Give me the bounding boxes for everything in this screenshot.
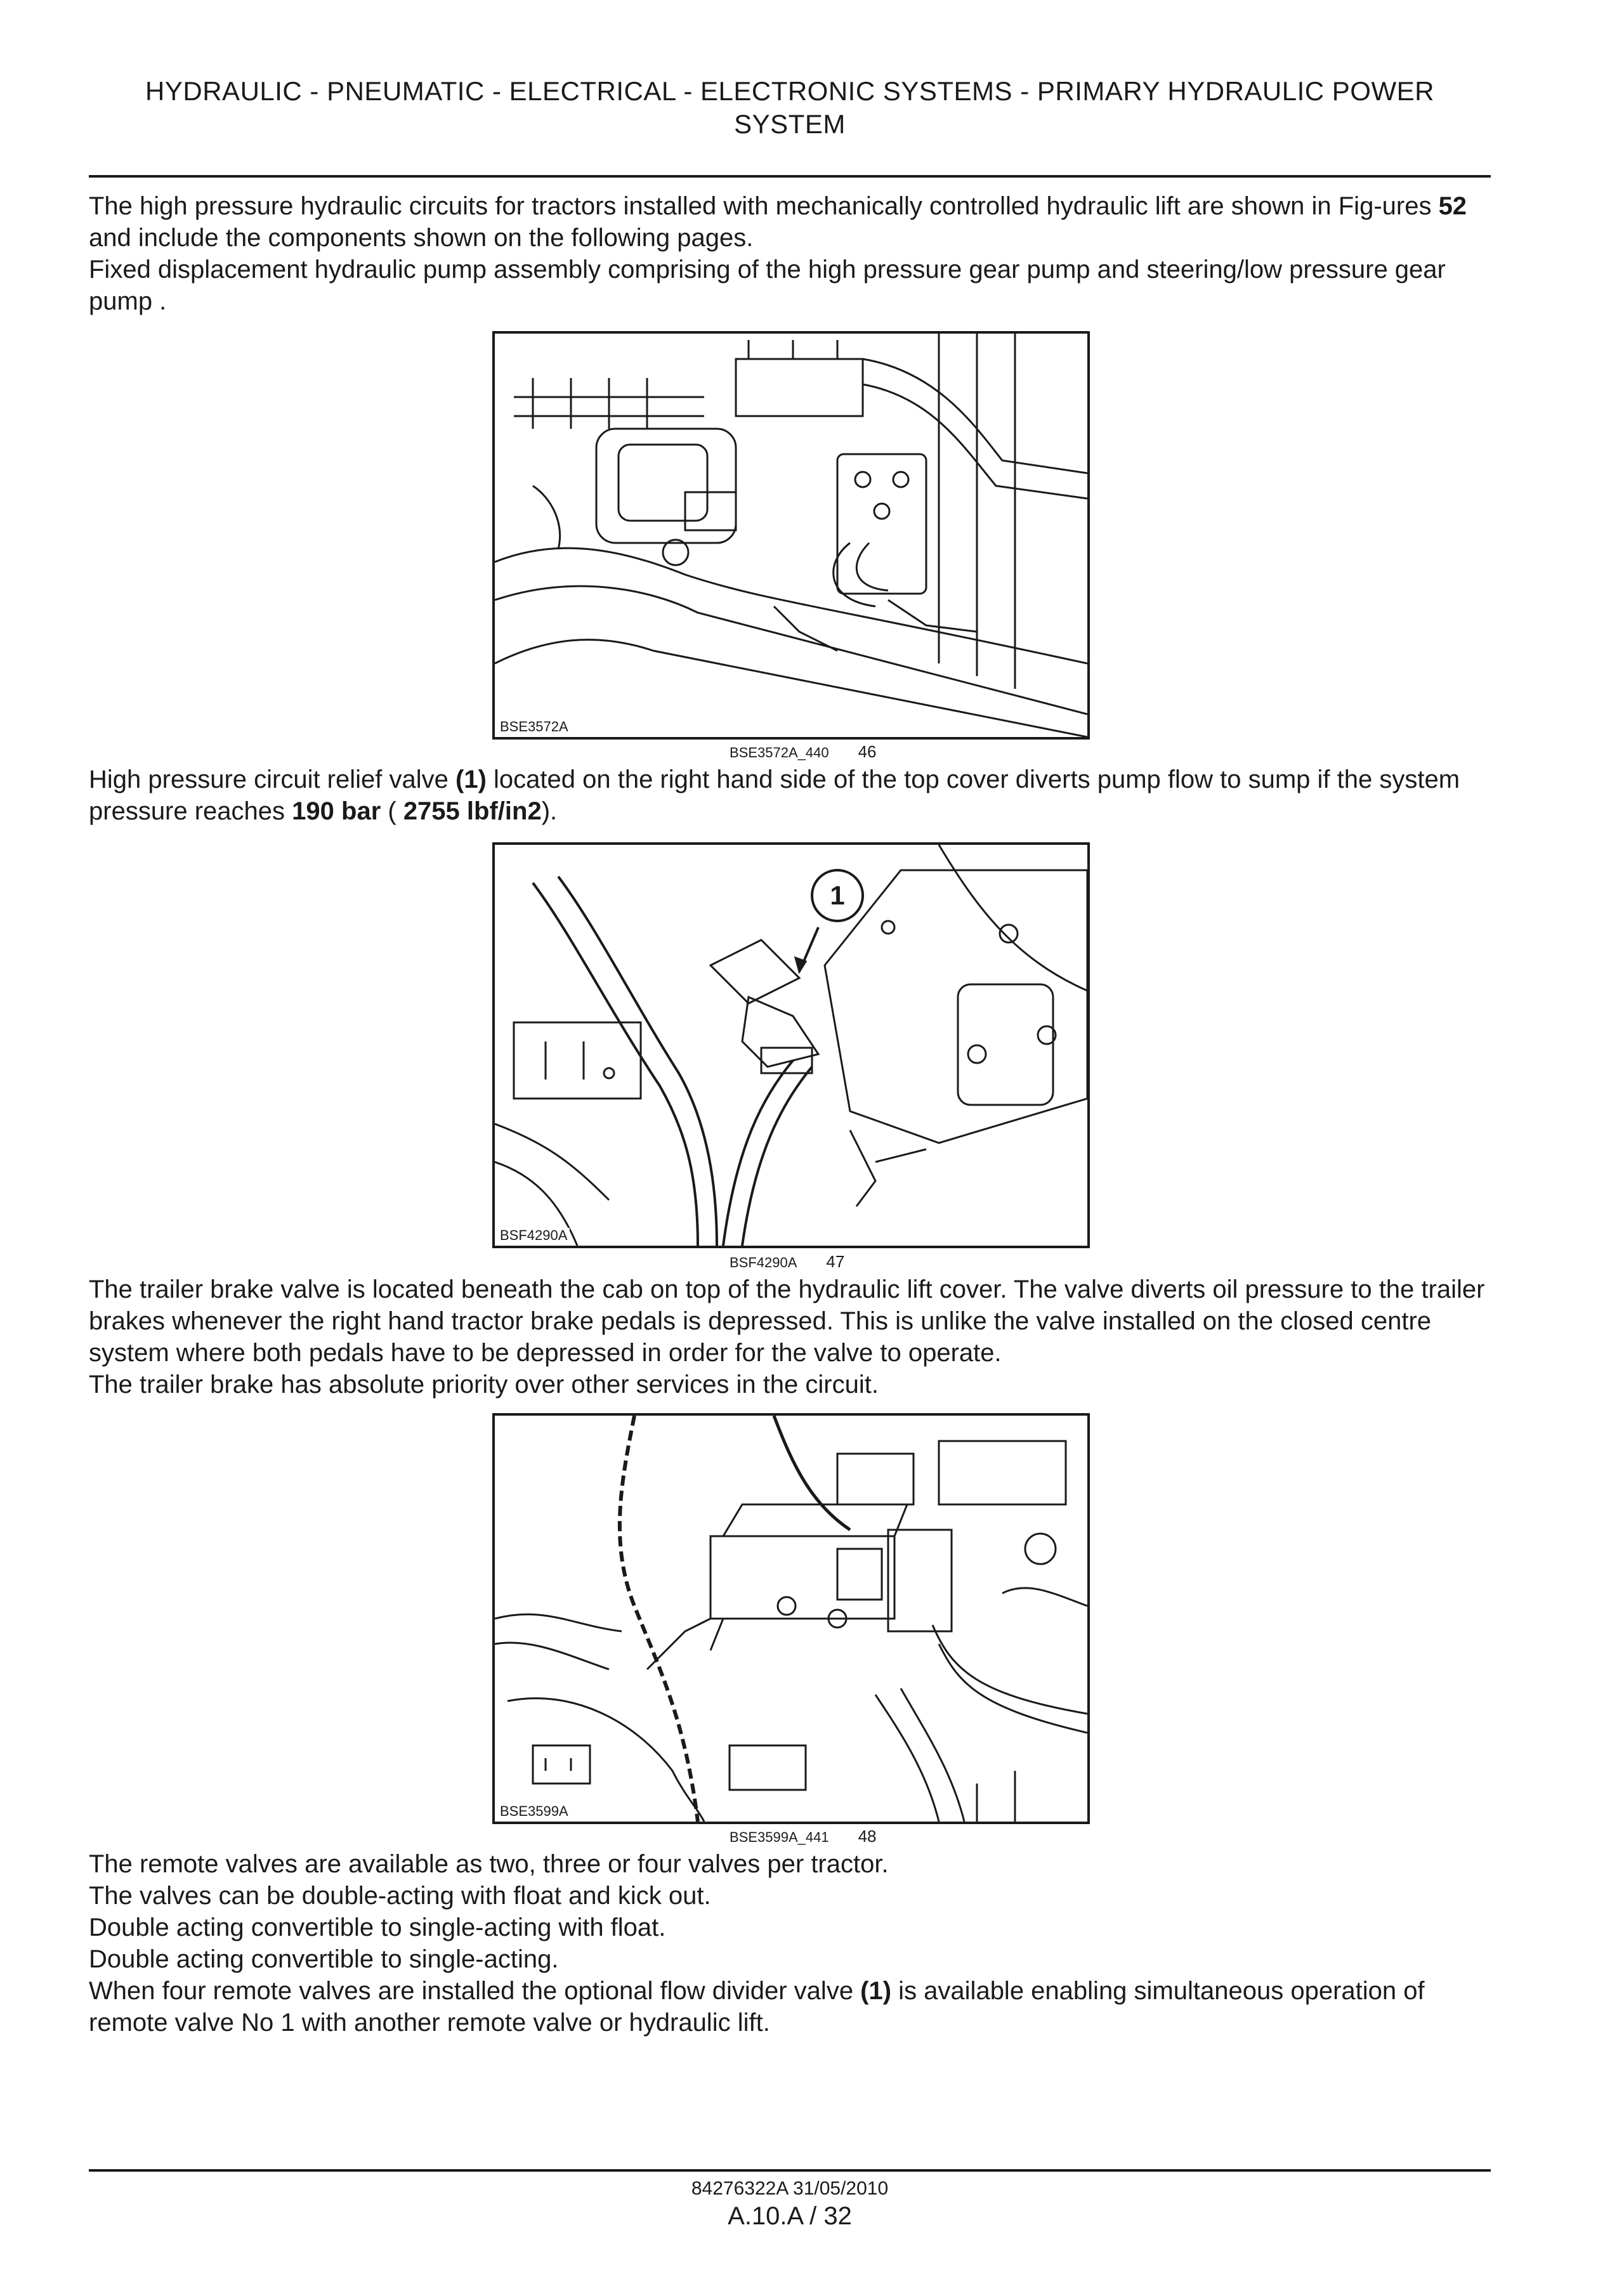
figure-46-number: 46 (858, 742, 877, 761)
document-id: 84276322A 31/05/2010 (691, 2178, 889, 2199)
flow-divider-text-a: When four remote valves are installed the optional flow divider valve (89, 1977, 861, 2005)
remote-valves-count: The remote valves are available as two, three or four valves per tractor. (89, 1850, 889, 1878)
pressure-bar: 190 bar (292, 797, 381, 825)
intro-text-end: and include the components shown on the following pages. (89, 224, 754, 252)
figure-47-code: BSF4290A (497, 1228, 570, 1243)
remote-valves-paragraph (89, 1848, 1491, 2038)
figure-47-image (492, 842, 1090, 1248)
intro-paragraph (89, 190, 1491, 317)
relief-text-a: High pressure circuit relief valve (89, 766, 455, 793)
flow-divider-ref: (1) (860, 1977, 892, 2005)
callout-ref-1: (1) (455, 766, 487, 793)
trailer-brake-valve-illustration (495, 1416, 1087, 1822)
remote-valves-convertible: Double acting convertible to single-acting. (89, 1945, 559, 1973)
relief-text-c: located on the right hand side of the top cover diverts pump flow to sump if the system pressure reaches (89, 766, 1460, 825)
trailer-brake-text: The trailer brake valve is located beneath the cab on top of the hydraulic lift cover. The valve diverts oil pressure to the trailer brakes whenever the right hand tractor brake pedals is depressed. This is unlike the valve installed on the closed centre system where both pedals have to be depressed in order for the valve to operate. (89, 1275, 1485, 1367)
figure-48-caption-code: BSE3599A_441 (730, 1829, 829, 1845)
figure-47-caption (730, 1253, 844, 1271)
trailer-priority-text: The trailer brake has absolute priority over other services in the circuit. (89, 1371, 879, 1399)
figure-ref-52: 52 (1438, 192, 1467, 220)
figure-46-caption (730, 743, 877, 761)
page-footer (89, 2177, 1491, 2231)
intro-text: The high pressure hydraulic circuits for tractors installed with mechanically controlled hydraulic lift are shown in Fig-ures (89, 192, 1439, 220)
figure-46-code: BSE3572A (497, 719, 571, 734)
page-number: A.10.A / 32 (728, 2202, 852, 2230)
figure-48-caption (730, 1828, 877, 1846)
callout-layer (495, 845, 1087, 1246)
pump-illustration (495, 334, 1087, 737)
relief-text-e: ( (381, 797, 403, 825)
figure-46-caption-code: BSE3572A_440 (730, 745, 829, 760)
page-header (89, 75, 1491, 141)
figure-47-number: 47 (826, 1252, 845, 1271)
header-rule (89, 175, 1491, 178)
trailer-brake-paragraph (89, 1274, 1491, 1400)
footer-rule (89, 2169, 1491, 2172)
figure-48-image (492, 1413, 1090, 1824)
relief-valve-paragraph (89, 764, 1491, 827)
figure-48-number: 48 (858, 1827, 877, 1846)
pressure-lbf: 2755 lbf/in2 (403, 797, 542, 825)
remote-valves-convertible-float: Double acting convertible to single-acting with float. (89, 1914, 666, 1941)
callout-label-1: 1 (830, 880, 845, 910)
header-line-2: SYSTEM (734, 109, 846, 139)
figure-46-image (492, 331, 1090, 740)
pump-paragraph: Fixed displacement hydraulic pump assembly comprising of the high pressure gear pump and steering/low pressure gear pump . (89, 256, 1446, 315)
relief-text-g: ). (541, 797, 558, 825)
flow-divider-text-c: is available enabling simultaneous operation of remote valve No 1 with another remote valve or hydraulic lift. (89, 1977, 1425, 2037)
figure-48-code: BSE3599A (497, 1804, 571, 1819)
figure-47-caption-code: BSF4290A (730, 1255, 797, 1270)
header-line-1: HYDRAULIC - PNEUMATIC - ELECTRICAL - ELECTRONIC SYSTEMS - PRIMARY HYDRAULIC POWER (145, 76, 1434, 106)
remote-valves-float: The valves can be double-acting with float and kick out. (89, 1882, 711, 1910)
